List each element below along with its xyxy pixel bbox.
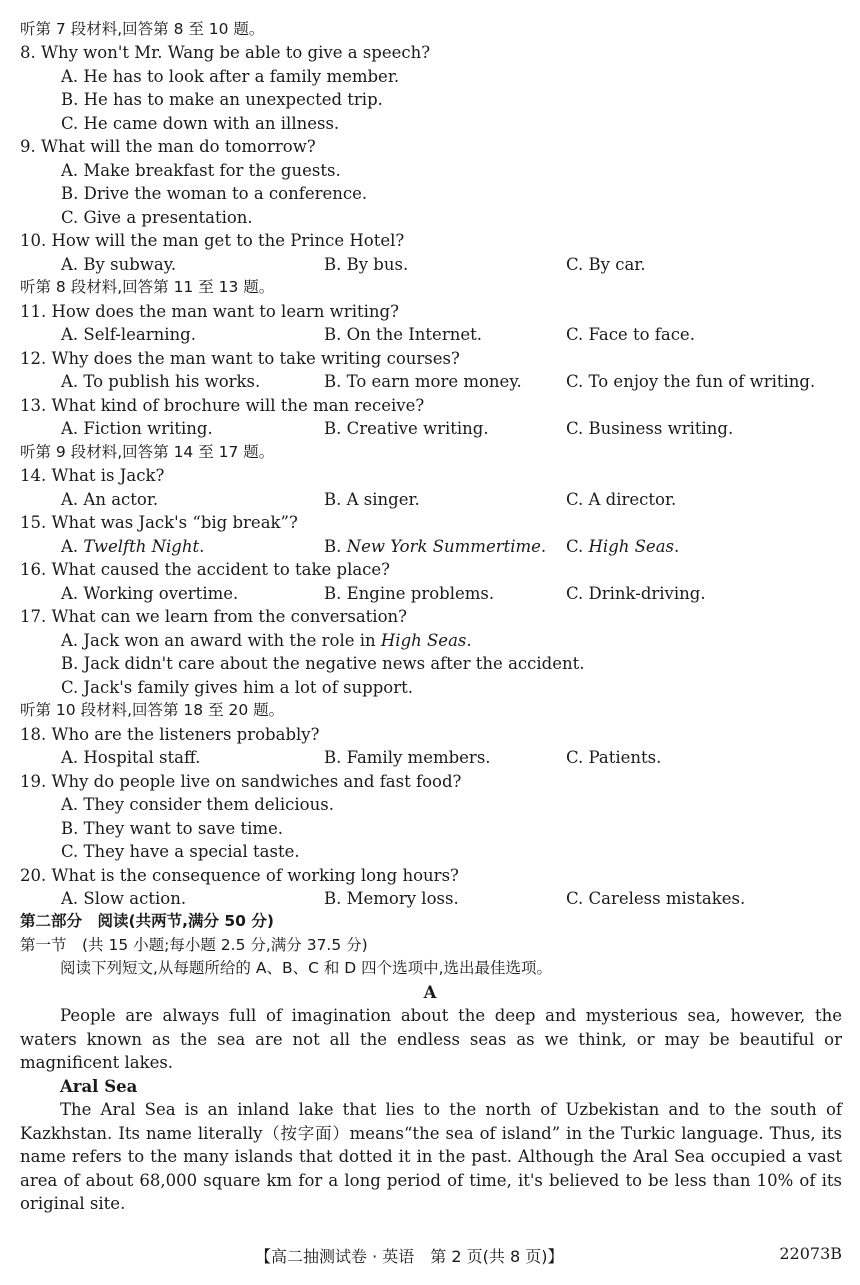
q8-option-b: B. He has to make an unexpected trip. — [61, 90, 383, 109]
q10-option-a: A. By subway. — [61, 255, 177, 274]
footer-code: 22073B — [779, 1244, 842, 1263]
q9-option-a: A. Make breakfast for the guests. — [61, 161, 341, 180]
q12-option-b: B. To earn more money. — [324, 372, 522, 391]
q16-option-c: C. Drink-driving. — [566, 584, 706, 603]
q12-option-a: A. To publish his works. — [61, 372, 261, 391]
option-title: Twelfth Night — [83, 537, 200, 556]
option-suffix: . — [466, 631, 472, 650]
q20-option-a: A. Slow action. — [61, 889, 187, 908]
passage-heading: Aral Sea — [60, 1077, 138, 1096]
q11-option-c: C. Face to face. — [566, 325, 695, 344]
q18-option-c: C. Patients. — [566, 748, 662, 767]
q8-option-a: A. He has to look after a family member. — [61, 67, 400, 86]
question-20: 20. What is the consequence of working long hours? — [20, 866, 459, 885]
q10-option-b: B. By bus. — [324, 255, 409, 274]
option-prefix: C. — [566, 537, 589, 556]
q16-option-a: A. Working overtime. — [61, 584, 239, 603]
q11-option-b: B. On the Internet. — [324, 325, 482, 344]
instruction: 阅读下列短文,从每题所给的 A、B、C 和 D 四个选项中,选出最佳选项。 — [60, 959, 553, 977]
question-18: 18. Who are the listeners probably? — [20, 725, 320, 744]
q10-option-c: C. By car. — [566, 255, 646, 274]
q15-option-c — [566, 535, 679, 559]
q8-option-c: C. He came down with an illness. — [61, 114, 340, 133]
q17-option-a — [61, 629, 472, 653]
question-12: 12. Why does the man want to take writing courses? — [20, 349, 460, 368]
section-heading: 听第 9 段材料,回答第 14 至 17 题。 — [20, 443, 275, 461]
q20-option-b: B. Memory loss. — [324, 889, 459, 908]
q17-option-b: B. Jack didn't care about the negative news after the accident. — [61, 654, 585, 673]
q14-option-a: A. An actor. — [61, 490, 159, 509]
question-9: 9. What will the man do tomorrow? — [20, 137, 316, 156]
question-15: 15. What was Jack's “big break”? — [20, 513, 298, 532]
question-10: 10. How will the man get to the Prince Hotel? — [20, 231, 405, 250]
question-19: 19. Why do people live on sandwiches and fast food? — [20, 772, 462, 791]
option-prefix: A. Jack won an award with the role in — [61, 631, 381, 650]
passage-body: The Aral Sea is an inland lake that lies to the north of Uzbekistan and to the south of Kazkhstan. Its name literally（按字面）means“the sea of island” in the Turkic language. Thus, its name refers to the many islands that dotted it in the past. Although the Aral Sea occupied a vast area of about 68,000 square km for a long period of time, it's believed to be less than 10% of its original site. — [20, 1100, 842, 1213]
q17-option-c: C. Jack's family gives him a lot of support. — [61, 678, 413, 697]
q19-option-b: B. They want to save time. — [61, 819, 284, 838]
passage-intro: People are always full of imagination about the deep and mysterious sea, however, the waters known as the sea are not all the endless seas as we think, or may be beautiful or magnificent lakes. — [20, 1006, 842, 1072]
section-subtitle: 第一节 (共 15 小题;每小题 2.5 分,满分 37.5 分) — [20, 936, 368, 954]
q19-option-a: A. They consider them delicious. — [61, 795, 334, 814]
q13-option-a: A. Fiction writing. — [61, 419, 213, 438]
q18-option-a: A. Hospital staff. — [61, 748, 201, 767]
option-suffix: . — [540, 537, 547, 556]
option-title: High Seas — [380, 631, 467, 650]
question-8: 8. Why won't Mr. Wang be able to give a speech? — [20, 43, 431, 62]
part-title: 第二部分 阅读(共两节,满分 50 分) — [20, 912, 274, 930]
q14-option-c: C. A director. — [566, 490, 677, 509]
section-heading: 听第 8 段材料,回答第 11 至 13 题。 — [20, 278, 275, 296]
q19-option-c: C. They have a special taste. — [61, 842, 300, 861]
option-title: High Seas — [588, 537, 675, 556]
option-suffix: . — [199, 537, 205, 556]
passage-letter: A — [423, 983, 437, 1002]
q11-option-a: A. Self-learning. — [61, 325, 196, 344]
option-prefix: B. — [324, 537, 347, 556]
q20-option-c: C. Careless mistakes. — [566, 889, 746, 908]
option-prefix: A. — [61, 537, 84, 556]
q9-option-b: B. Drive the woman to a conference. — [61, 184, 368, 203]
option-suffix: . — [674, 537, 680, 556]
q13-option-c: C. Business writing. — [566, 419, 734, 438]
q14-option-b: B. A singer. — [324, 490, 420, 509]
question-13: 13. What kind of brochure will the man receive? — [20, 396, 425, 415]
section-heading: 听第 7 段材料,回答第 8 至 10 题。 — [20, 20, 265, 38]
footer-page-info: 【高二抽测试卷 · 英语 第 2 页(共 8 页)】 — [255, 1247, 564, 1266]
question-17: 17. What can we learn from the conversation? — [20, 607, 407, 626]
question-16: 16. What caused the accident to take place? — [20, 560, 391, 579]
question-14: 14. What is Jack? — [20, 466, 165, 485]
option-title: New York Summertime — [346, 537, 541, 556]
q13-option-b: B. Creative writing. — [324, 419, 489, 438]
q15-option-b — [324, 535, 546, 559]
q15-option-a — [61, 535, 204, 559]
question-11: 11. How does the man want to learn writing? — [20, 302, 399, 321]
q12-option-c: C. To enjoy the fun of writing. — [566, 372, 816, 391]
q9-option-c: C. Give a presentation. — [61, 208, 253, 227]
q16-option-b: B. Engine problems. — [324, 584, 495, 603]
q18-option-b: B. Family members. — [324, 748, 491, 767]
section-heading: 听第 10 段材料,回答第 18 至 20 题。 — [20, 701, 285, 719]
